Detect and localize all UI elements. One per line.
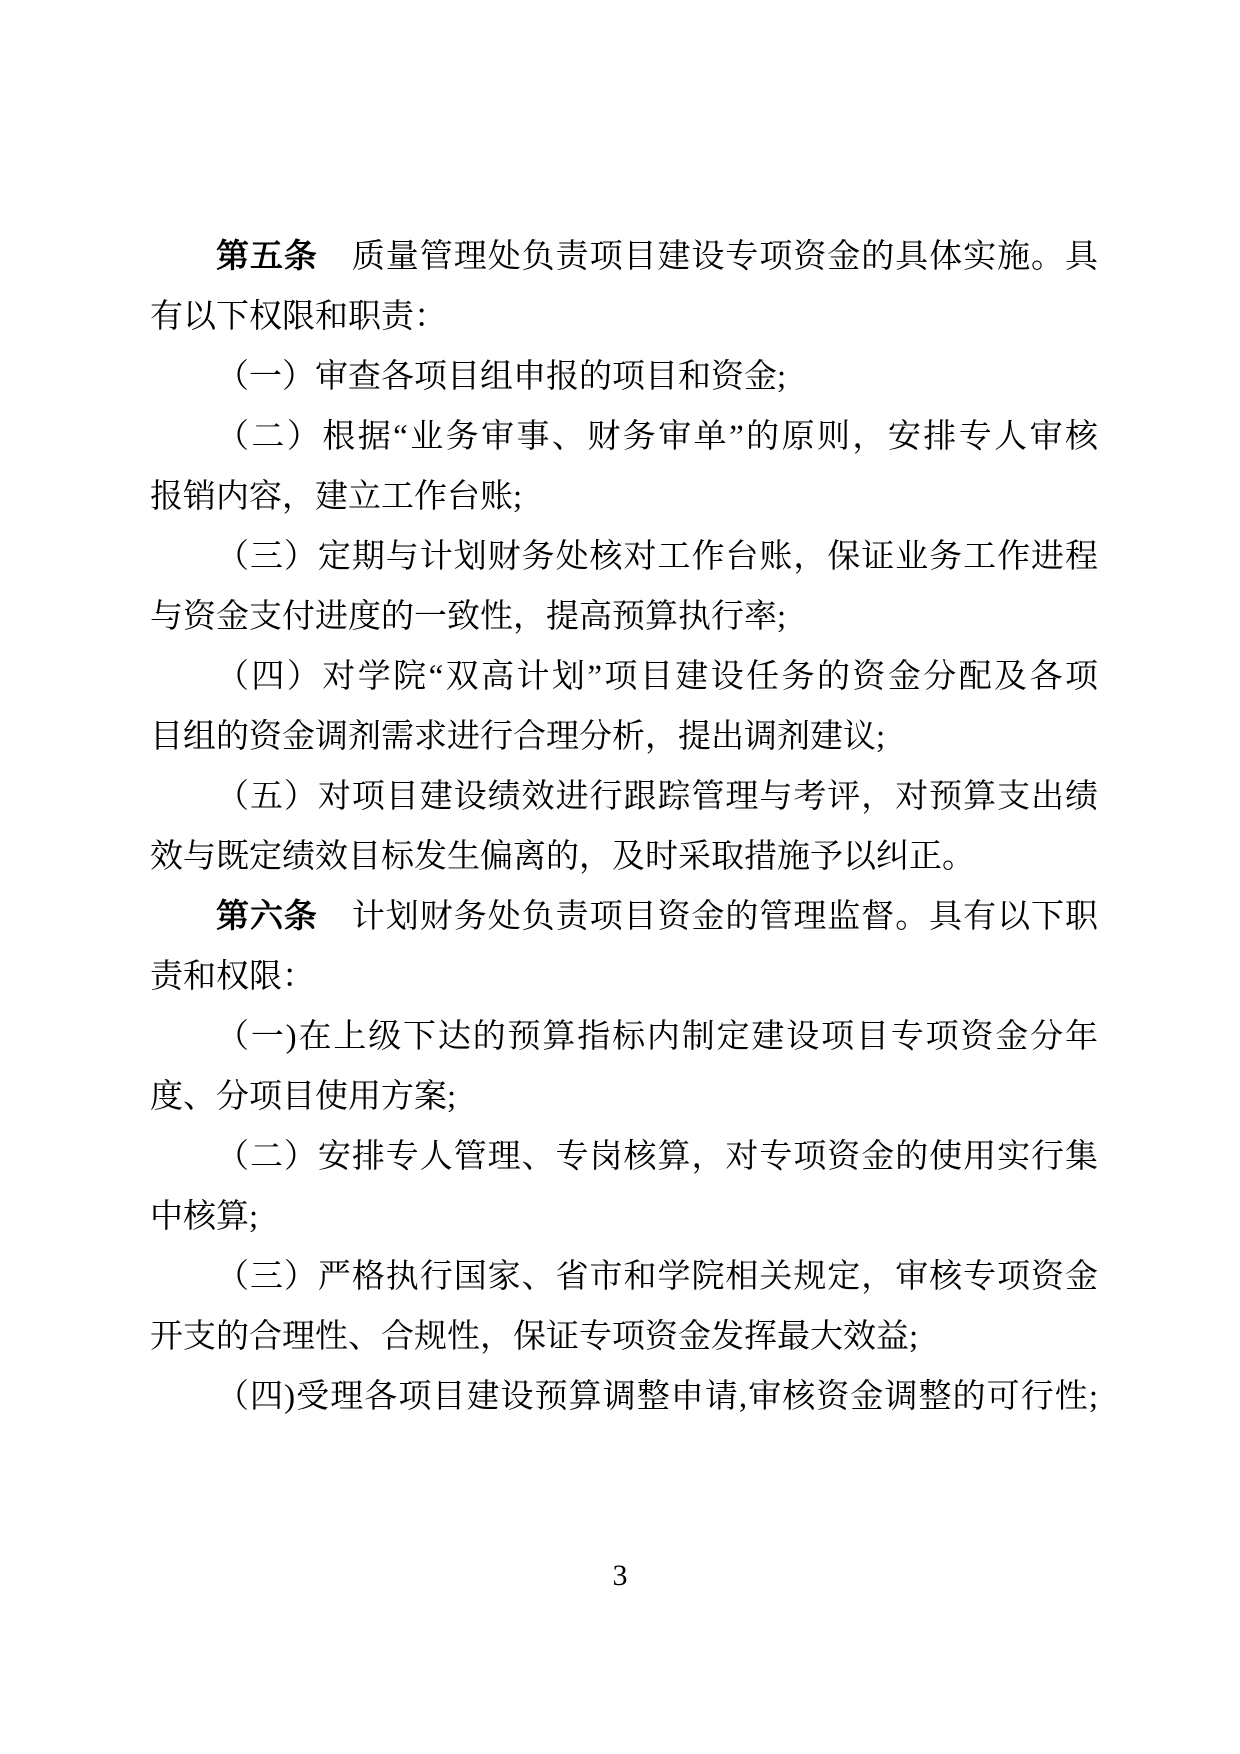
article-6-number: 第六条 (216, 899, 318, 935)
text-line: 效与既定绩效目标发生偏离的，及时采取措施予以纠正。 (150, 839, 975, 875)
clause-line-item4: （四）对学院“双高计划”项目建设任务的资金分配及各项 (216, 659, 1098, 695)
clause-line-item3-art6: （三）严格执行国家、省市和学院相关规定，审核专项资金 (216, 1259, 1098, 1295)
text-line: 中核算; (150, 1199, 259, 1235)
text-line: 度、分项目使用方案; (150, 1079, 457, 1115)
clause-line-item3: （三）定期与计划财务处核对工作台账，保证业务工作进程 (216, 539, 1098, 575)
article-5-number: 第五条 (216, 239, 318, 275)
article-5-opening-line (150, 227, 1098, 287)
text-line: 与资金支付进度的一致性，提高预算执行率; (150, 599, 787, 635)
document-body (150, 227, 1098, 1427)
clause-line-item5: （五）对项目建设绩效进行跟踪管理与考评，对预算支出绩 (216, 779, 1098, 815)
clause-line-item4-art6: （四)受理各项目建设预算调整申请,审核资金调整的可行性; (216, 1379, 1098, 1415)
article-5-opening-text: 质量管理处负责项目建设专项资金的具体实施。具 (317, 239, 1099, 275)
clause-line-item2-art6: （二）安排专人管理、专岗核算，对专项资金的使用实行集 (216, 1139, 1098, 1175)
clause-line-item2: （二）根据“业务审事、财务审单”的原则，安排专人审核 (216, 419, 1098, 455)
text-line: 有以下权限和职责： (150, 299, 447, 335)
text-line: 目组的资金调剂需求进行合理分析，提出调剂建议; (150, 719, 886, 755)
text-line: 开支的合理性、合规性，保证专项资金发挥最大效益; (150, 1319, 919, 1355)
page-number: 3 (612, 1559, 628, 1592)
page-footer (0, 1556, 1240, 1596)
text-line: 责和权限： (150, 959, 315, 995)
clause-line-item1-art6: （一)在上级下达的预算指标内制定建设项目专项资金分年 (216, 1019, 1098, 1055)
article-6-opening-line (150, 887, 1098, 947)
text-line: 报销内容，建立工作台账; (150, 479, 523, 515)
clause-line-item1: （一）审查各项目组申报的项目和资金; (216, 359, 787, 395)
article-6-opening-text: 计划财务处负责项目资金的管理监督。具有以下职 (317, 899, 1099, 935)
